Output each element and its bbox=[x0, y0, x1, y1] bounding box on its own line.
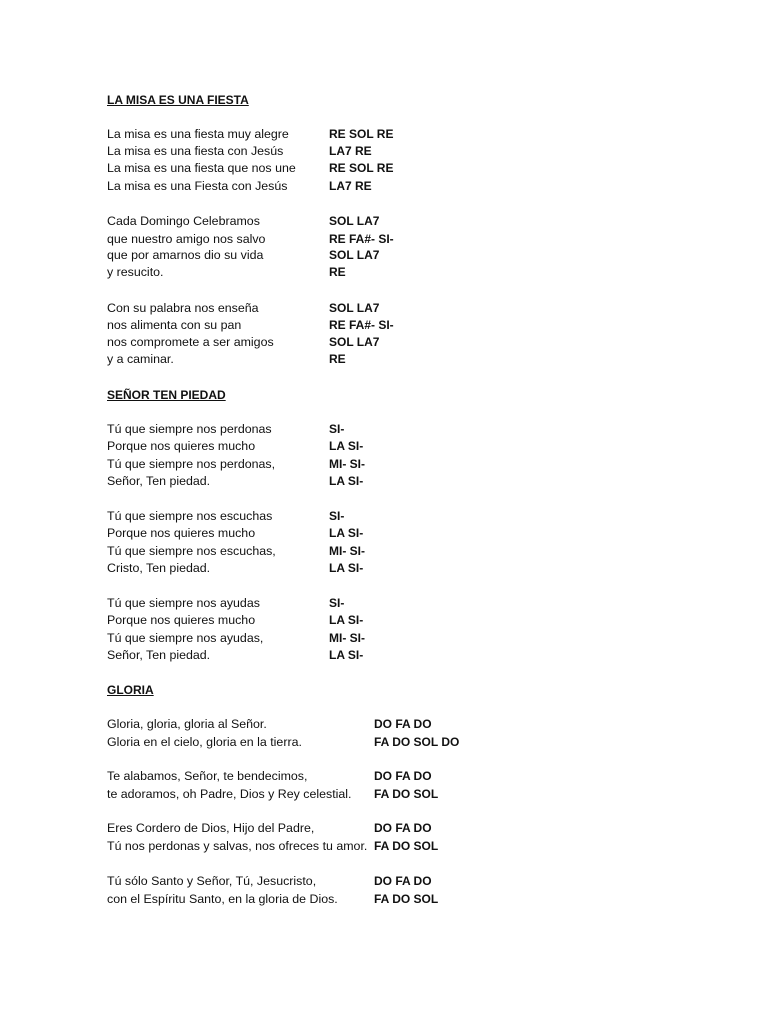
lyric-text: Cada Domingo Celebramos bbox=[107, 214, 260, 228]
lyric-text: nos compromete a ser amigos bbox=[107, 335, 274, 349]
song-line bbox=[107, 873, 707, 890]
chord-text: RE SOL RE bbox=[329, 127, 394, 141]
lyric-text: Señor, Ten piedad. bbox=[107, 474, 211, 488]
song-line bbox=[107, 231, 707, 248]
chord-text: RE FA#- SI- bbox=[329, 318, 394, 332]
chord-text: SOL LA7 bbox=[329, 301, 380, 315]
song-line bbox=[107, 334, 707, 351]
chord-text: DO FA DO bbox=[374, 717, 432, 731]
chord-text: SI- bbox=[329, 509, 345, 523]
lyric-text: La misa es una fiesta que nos une bbox=[107, 161, 296, 175]
lyric-text: La misa es una Fiesta con Jesús bbox=[107, 179, 288, 193]
chord-text: MI- SI- bbox=[329, 457, 365, 471]
lyric-text: Tú nos perdonas y salvas, nos ofreces tu amor. bbox=[107, 839, 368, 853]
lyric-text: Porque nos quieres mucho bbox=[107, 439, 256, 453]
chord-text: RE SOL RE bbox=[329, 161, 394, 175]
lyric-text: que nuestro amigo nos salvo bbox=[107, 232, 266, 246]
chord-text: SI- bbox=[329, 596, 345, 610]
song-line bbox=[107, 317, 707, 334]
song-line bbox=[107, 178, 707, 195]
chord-text: DO FA DO bbox=[374, 769, 432, 783]
chord-text: LA SI- bbox=[329, 648, 364, 662]
lyric-text: Tú que siempre nos escuchas, bbox=[107, 544, 276, 558]
chord-text: SOL LA7 bbox=[329, 214, 380, 228]
lyric-text: Gloria en el cielo, gloria en la tierra. bbox=[107, 735, 302, 749]
lyric-text: Tú que siempre nos escuchas bbox=[107, 509, 273, 523]
song-line bbox=[107, 456, 707, 473]
song-line bbox=[107, 438, 707, 455]
song-line bbox=[107, 891, 707, 908]
song-line bbox=[107, 630, 707, 647]
song-line bbox=[107, 786, 707, 803]
song-line bbox=[107, 508, 707, 525]
song-line bbox=[107, 612, 707, 629]
lyric-text: Tú sólo Santo y Señor, Tú, Jesucristo, bbox=[107, 874, 317, 888]
chord-text: SOL LA7 bbox=[329, 335, 380, 349]
song-line bbox=[107, 421, 707, 438]
chord-text: MI- SI- bbox=[329, 544, 365, 558]
song-line bbox=[107, 525, 707, 542]
song-line bbox=[107, 126, 707, 143]
song-line bbox=[107, 143, 707, 160]
chord-text: RE FA#- SI- bbox=[329, 232, 394, 246]
lyric-text: La misa es una fiesta muy alegre bbox=[107, 127, 289, 141]
lyric-text: Tú que siempre nos perdonas bbox=[107, 422, 272, 436]
song-line bbox=[107, 768, 707, 785]
chord-text: LA SI- bbox=[329, 613, 364, 627]
chord-text: LA7 RE bbox=[329, 179, 372, 193]
chord-text: RE bbox=[329, 352, 346, 366]
chord-text: LA SI- bbox=[329, 561, 364, 575]
song-line bbox=[107, 160, 707, 177]
chord-text: FA DO SOL bbox=[374, 892, 439, 906]
chord-text: FA DO SOL DO bbox=[374, 735, 460, 749]
chord-text: LA SI- bbox=[329, 474, 364, 488]
lyric-text: Tú que siempre nos perdonas, bbox=[107, 457, 276, 471]
chord-text: FA DO SOL bbox=[374, 787, 439, 801]
chord-text: SI- bbox=[329, 422, 345, 436]
lyric-text: con el Espíritu Santo, en la gloria de Dios. bbox=[107, 892, 338, 906]
song-line bbox=[107, 647, 707, 664]
song-line bbox=[107, 213, 707, 230]
song-line bbox=[107, 734, 707, 751]
lyric-text: Con su palabra nos enseña bbox=[107, 301, 259, 315]
song-line bbox=[107, 543, 707, 560]
song-line bbox=[107, 247, 707, 264]
chord-text: DO FA DO bbox=[374, 874, 432, 888]
lyric-text: te adoramos, oh Padre, Dios y Rey celestial. bbox=[107, 787, 352, 801]
lyric-text: Te alabamos, Señor, te bendecimos, bbox=[107, 769, 308, 783]
chord-text: SOL LA7 bbox=[329, 248, 380, 262]
lyric-text: Señor, Ten piedad. bbox=[107, 648, 211, 662]
song-line bbox=[107, 838, 707, 855]
lyric-text: Cristo, Ten piedad. bbox=[107, 561, 211, 575]
lyric-text: que por amarnos dio su vida bbox=[107, 248, 264, 262]
lyric-text: La misa es una fiesta con Jesús bbox=[107, 144, 284, 158]
chord-text: RE bbox=[329, 265, 346, 279]
chord-text: DO FA DO bbox=[374, 821, 432, 835]
lyric-text: y resucito. bbox=[107, 265, 164, 279]
song-line bbox=[107, 300, 707, 317]
lyric-text: Tú que siempre nos ayudas bbox=[107, 596, 260, 610]
lyric-text: Porque nos quieres mucho bbox=[107, 613, 256, 627]
section-heading-la-misa: LA MISA ES UNA FIESTA bbox=[107, 93, 249, 107]
lyric-text: Eres Cordero de Dios, Hijo del Padre, bbox=[107, 821, 315, 835]
song-line bbox=[107, 560, 707, 577]
song-line bbox=[107, 351, 707, 368]
lyric-text: y a caminar. bbox=[107, 352, 174, 366]
section-heading-senor-ten-piedad: SEÑOR TEN PIEDAD bbox=[107, 388, 226, 402]
lyric-text: nos alimenta con su pan bbox=[107, 318, 242, 332]
song-line bbox=[107, 716, 707, 733]
chord-text: FA DO SOL bbox=[374, 839, 439, 853]
chord-text: LA SI- bbox=[329, 526, 364, 540]
chord-text: LA7 RE bbox=[329, 144, 372, 158]
song-line bbox=[107, 595, 707, 612]
lyric-text: Tú que siempre nos ayudas, bbox=[107, 631, 264, 645]
song-line bbox=[107, 473, 707, 490]
song-line bbox=[107, 264, 707, 281]
lyric-text: Gloria, gloria, gloria al Señor. bbox=[107, 717, 267, 731]
song-line bbox=[107, 820, 707, 837]
chord-text: LA SI- bbox=[329, 439, 364, 453]
section-heading-gloria: GLORIA bbox=[107, 683, 154, 697]
lyric-text: Porque nos quieres mucho bbox=[107, 526, 256, 540]
chord-text: MI- SI- bbox=[329, 631, 365, 645]
